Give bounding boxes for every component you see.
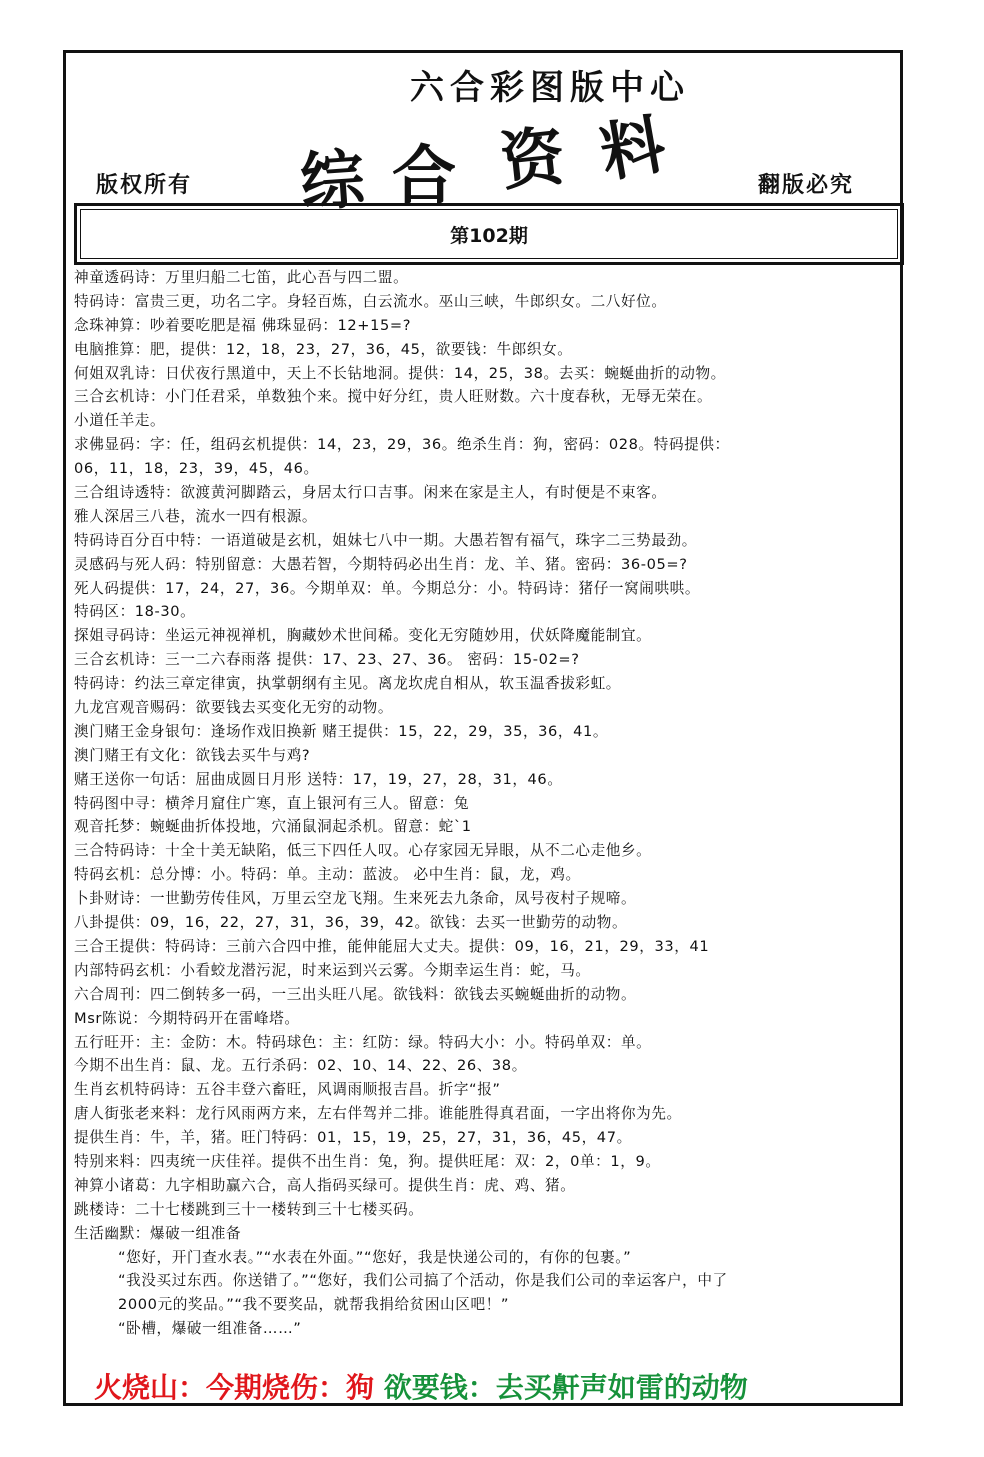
content-line: 何姐双乳诗：日伏夜行黑道中，天上不长钻地洞。提供：14，25，38。去买：蜿蜒曲折的动物。 <box>74 364 726 382</box>
content-line: 卜卦财诗：一世勤劳传佳风，万里云空龙飞翔。生来死去九条命，凤号夜村子规啼。 <box>74 890 637 908</box>
content-line: 三合玄机诗：三一二六春雨落 提供：17、23、27、36。 密码：15-02=? <box>74 651 580 669</box>
content-line: 生肖玄机特码诗：五谷丰登六畜旺，风调雨顺报吉昌。折字“报” <box>74 1081 501 1099</box>
content-line: “卧槽，爆破一组准备……” <box>118 1320 302 1338</box>
main-title-char: 合 <box>392 139 456 214</box>
content-line: 小道任羊走。 <box>74 412 166 430</box>
content-line: 三合玄机诗：小门任君采，单数独个来。搅中好分红，贵人旺财数。六十度春秋，无辱无荣在。 <box>74 388 713 406</box>
content-line: 灵感码与死人码：特别留意：大愚若智，今期特码必出生肖：龙、羊、猪。密码：36-05=? <box>74 555 688 573</box>
piracy-tag: 翻版必究 <box>758 173 855 198</box>
content-line: 六合周刊：四二倒转多一码，一三出头旺八尾。欲钱料：欲钱去买蜿蜒曲折的动物。 <box>74 985 637 1003</box>
content-line: 念珠神算：吵着要吃肥是福 佛珠显码：12+15=? <box>74 316 412 334</box>
issue-box <box>74 203 904 265</box>
content-line: 特码区：18-30。 <box>74 603 196 621</box>
main-title-char: 料 <box>594 106 671 192</box>
footer-red-text: 火烧山：今期烧伤：狗 <box>94 1371 375 1404</box>
content-line: 观音托梦：蜿蜒曲折体投地，穴涌鼠洞起杀机。留意：蛇`1 <box>74 818 472 836</box>
content-line: 特码诗：约法三章定律寅，执掌朝纲有主见。离龙坎虎自相从，软玉温香拔彩虹。 <box>74 675 621 693</box>
main-title-char: 资 <box>496 118 569 201</box>
footer-banner <box>94 1366 748 1406</box>
content-line: 内部特码玄机：小看蛟龙潜污泥，时来运到兴云雾。今期幸运生肖：蛇，马。 <box>74 961 591 979</box>
content-line: “我没买过东西。你送错了。”“您好，我们公司搞了个活动，你是我们公司的幸运客户，中了 <box>118 1272 728 1290</box>
content-line: 三合组诗透特：欲渡黄河脚踏云，身居太行口吉事。闲来在家是主人，有时便是不束客。 <box>74 484 667 502</box>
content-line: 神童透码诗：万里归船二七笛，此心吾与四二盟。 <box>74 269 409 286</box>
content-line: 求佛显码：字：任，组码玄机提供：14，23，29，36。绝杀生肖：狗，密码：028。特码提供： <box>74 436 730 454</box>
content-line: 神算小诸葛：九字相助赢六合，高人指码买绿可。提供生肖：虎、鸡、猪。 <box>74 1176 576 1194</box>
copyright-tag: 版权所有 <box>96 173 193 198</box>
org-title: 六合彩图版中心 <box>410 68 690 108</box>
content-line: 特码诗百分百中特：一语道破是玄机，姐妹七八中一期。大愚若智有福气，珠字二三势最劲。 <box>74 531 697 549</box>
main-title <box>297 100 700 222</box>
content-line: 澳门赌王金身银句：逢场作戏旧换新 赌王提供：15，22，29，35，36，41。 <box>74 722 609 740</box>
content-line: 澳门赌王有文化：欲钱去买牛与鸡? <box>74 746 311 764</box>
content-line: Msr陈说：今期特码开在雷峰塔。 <box>74 1009 300 1027</box>
content-line: 提供生肖：牛，羊，猪。旺门特码：01，15，19，25，27，31，36，45，47。 <box>74 1129 632 1147</box>
content-line: 跳楼诗：二十七楼跳到三十一楼转到三十七楼买码。 <box>74 1200 424 1218</box>
content-line: 电脑推算：肥，提供：12，18，23，27，36，45，欲要钱：牛郎织女。 <box>74 340 573 358</box>
content-line: 五行旺开：主：金防：木。特码球色：主：红防：绿。特码大小：小。特码单双：单。 <box>74 1033 652 1051</box>
content-line: 今期不出生肖：鼠、龙。五行杀码：02、10、14、22、26、38。 <box>74 1057 527 1075</box>
content-line: “您好，开门查水表。”“水表在外面。”“您好，我是快递公司的，有你的包裹。” <box>118 1248 632 1266</box>
content-line: 特别来料：四夷统一庆佳祥。提供不出生肖：兔，狗。提供旺尾：双：2，0单：1，9。 <box>74 1152 661 1170</box>
content-body <box>74 266 900 1341</box>
issue-number: 第102期 <box>450 224 528 247</box>
content-line: 唐人街张老来料：龙行风雨两方来，左右伴驾并二排。谁能胜得真君面，一字出将你为先。 <box>74 1105 682 1123</box>
content-line: 特码诗：富贵三更，功名二字。身轻百炼，白云流水。巫山三峡，牛郎织女。二八好位。 <box>74 292 667 310</box>
main-title-char: 综 <box>297 141 367 222</box>
content-line: 探姐寻码诗：坐运元神视禅机，胸藏妙术世间稀。变化无穷随妙用，伏妖降魔能制宜。 <box>74 627 652 645</box>
content-line: 生活幽默：爆破一组准备 <box>74 1224 242 1242</box>
footer-green-text: 欲要钱：去买鼾声如雷的动物 <box>383 1371 748 1404</box>
content-line: 八卦提供：09，16，22，27，31，36，39，42。欲钱：去买一世勤劳的动物。 <box>74 914 628 932</box>
content-line: 九龙宫观音赐码：欲要钱去买变化无穷的动物。 <box>74 699 394 717</box>
content-line: 特码图中寻：横斧月窟住广寒，直上银河有三人。留意：兔 <box>74 794 470 812</box>
content-line: 06，11，18，23，39，45，46。 <box>74 460 319 478</box>
content-line: 死人码提供：17，24，27，36。今期单双：单。今期总分：小。特码诗：猪仔一窝闹哄哄。 <box>74 579 701 597</box>
content-line: 三合特码诗：十全十美无缺陷，低三下四任人叹。心存家园无异眼，从不二心走他乡。 <box>74 842 652 860</box>
content-line: 雅人深居三八巷，流水一四有根源。 <box>74 507 318 525</box>
content-line: 特码玄机：总分博：小。特码：单。主动：蓝波。 必中生肖：鼠，龙，鸡。 <box>74 866 581 884</box>
content-line: 2000元的奖品。”“我不要奖品，就帮我捐给贫困山区吧！” <box>118 1296 509 1314</box>
content-line: 赌王送你一句话：屈曲成圆日月形 送特：17，19，27，28，31，46。 <box>74 770 563 788</box>
content-line: 三合王提供：特码诗：三前六合四中推，能伸能屈大丈夫。提供：09，16，21，29，33，41 <box>74 937 710 955</box>
